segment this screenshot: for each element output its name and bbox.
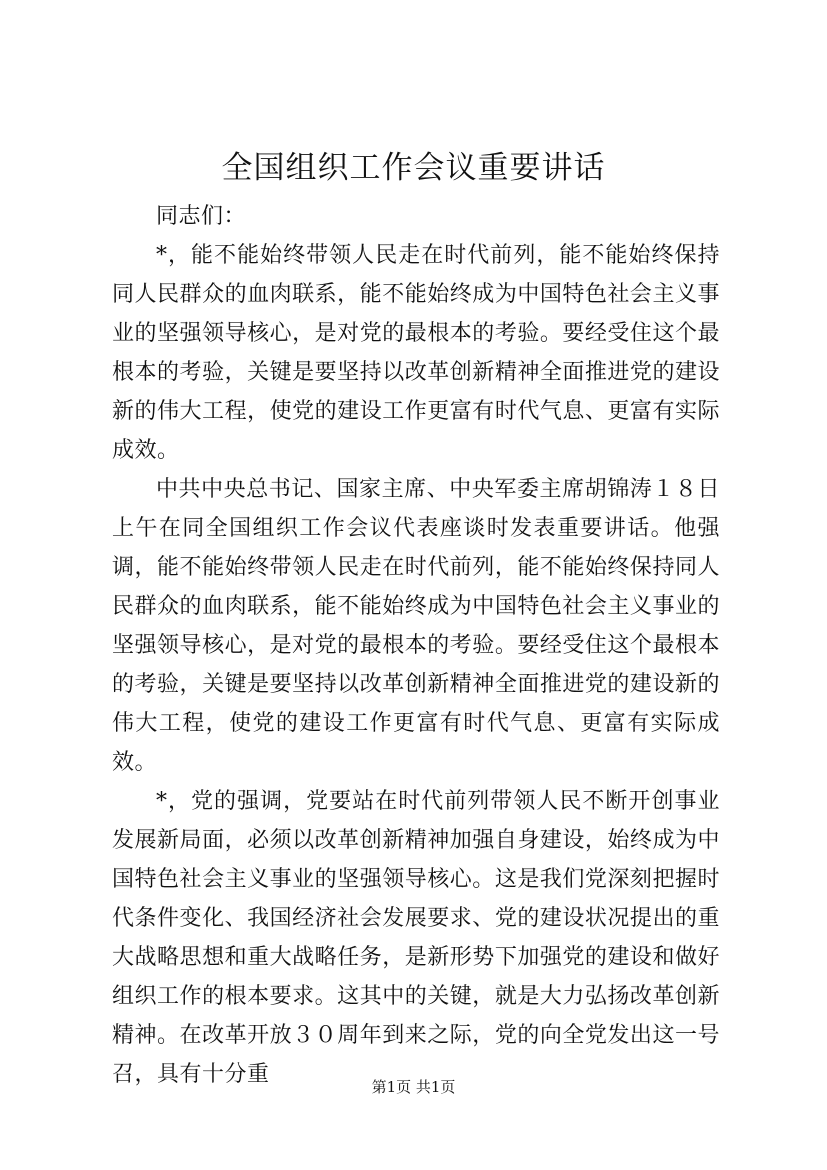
paragraph-2: 中共中央总书记、国家主席、中央军委主席胡锦涛１８日上午在同全国组织工作会议代表座谈时发表重要讲话。他强调，能不能始终带领人民走在时代前列，能不能始终保持同人民群众的血肉联系，能不能始终成为中国特色社会主义事业的坚强领导核心，是对党的最根本的考验。要经受住这个最根本的考验，关键是要坚持以改革创新精神全面推进党的建设新的伟大工程，使党的建设工作更富有时代气息、更富有实际成效。 xyxy=(112,477,720,775)
paragraph-1: *，能不能始终带领人民走在时代前列，能不能始终保持同人民群众的血肉联系，能不能始终成为中国特色社会主义事业的坚强领导核心，是对党的最根本的考验。要经受住这个最根本的考验，关键是要坚持以改革创新精神全面推进党的建设新的伟大工程，使党的建设工作更富有时代气息、更富有实际成效。 xyxy=(112,243,720,463)
document-title: 全国组织工作会议重要讲话 xyxy=(221,150,606,186)
page-footer: 第1页 共1页 xyxy=(371,1078,456,1096)
salutation: 同志们： xyxy=(156,204,247,229)
document-body xyxy=(112,197,720,1094)
paragraph-3: *，党的强调，党要站在时代前列带领人民不断开创事业发展新局面，必须以改革创新精神加强自身建设，始终成为中国特色社会主义事业的坚强领导核心。这是我们党深刻把握时代条件变化、我国经济社会发展要求、党的建设状况提出的重大战略思想和重大战略任务，是新形势下加强党的建设和做好组织工作的根本要求。这其中的关键，就是大力弘扬改革创新精神。在改革开放３０周年到来之际，党的向全党发出这一号召，具有十分重 xyxy=(112,789,720,1087)
